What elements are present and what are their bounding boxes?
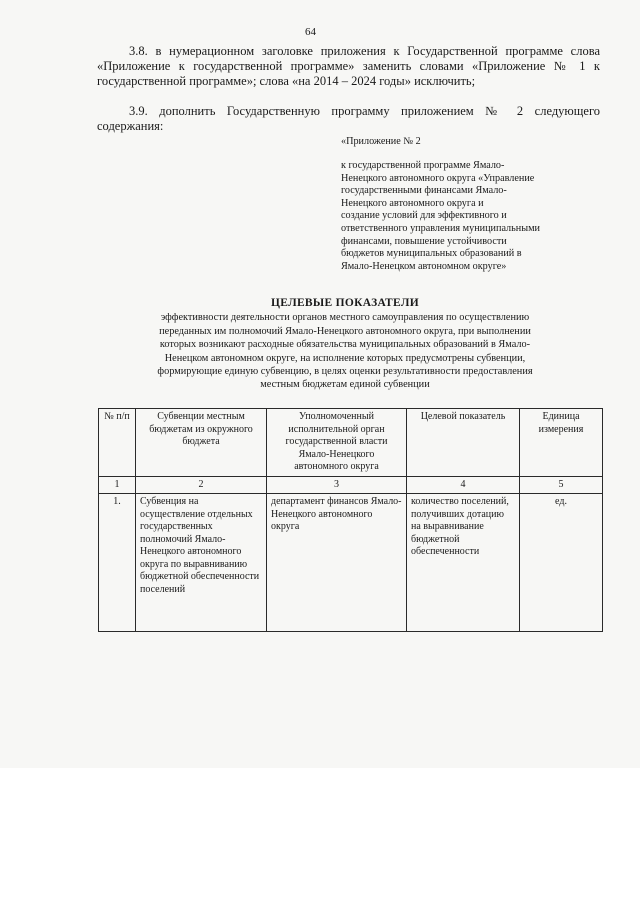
- column-number-cell: 3: [267, 476, 407, 494]
- header-cell-indicator: Целевой показатель: [407, 409, 520, 477]
- paragraph-3-8-text: в нумерационном заголовке приложения к Государственной программе слова «Приложение к государственной программе» заменить словами «Приложение № 1 к государственной программе»; слова «на 2014 – 2024 годы» исключить;: [97, 44, 600, 88]
- table-row: [99, 494, 603, 632]
- title-line: местным бюджетам единой субвенции: [260, 379, 430, 391]
- header-cell-unit: Единица измерения: [520, 409, 603, 477]
- column-number-cell: 4: [407, 476, 520, 494]
- appendix-line: Ненецкого автономного округа «Управление: [341, 172, 535, 184]
- appendix-line: создание условий для эффективного и: [341, 210, 507, 222]
- paragraph-3-9-text: дополнить Государственную программу приложением № 2 следующего содержания:: [97, 104, 601, 133]
- title-line: формирующие единую субвенцию, в целях оценки результативности предоставления: [157, 366, 533, 378]
- column-number-cell: 1: [99, 476, 136, 494]
- header-cell-authority: Уполномоченный исполнительной орган государственной власти Ямало-Ненецкого автономного округа: [267, 409, 407, 477]
- appendix-line: Ямало-Ненецком автономном округе»: [341, 260, 507, 272]
- row-number-cell: 1.: [99, 494, 136, 632]
- column-number-cell: 5: [520, 476, 603, 494]
- indicators-table: [98, 408, 603, 632]
- title-heading: ЦЕЛЕВЫЕ ПОКАЗАТЕЛИ: [271, 297, 419, 309]
- page-blank-area: [0, 768, 640, 905]
- appendix-line: финансами, повышение устойчивости: [341, 235, 507, 247]
- title-line: Ненецком автономном округе, на исполнение которых предусмотрены субвенции,: [164, 352, 526, 364]
- paragraph-3-8: [97, 44, 600, 89]
- appendix-line: ответственного управления муниципальными: [341, 222, 540, 234]
- target-indicators-title: [110, 297, 580, 392]
- title-line: переданных им полномочий Ямало-Ненецкого автономного округа, при выполнении: [159, 325, 531, 337]
- page-number: 64: [305, 26, 316, 38]
- appendix-line: государственными финансами Ямало-: [341, 185, 507, 197]
- paragraph-3-9: [97, 104, 600, 134]
- appendix-caption: [341, 160, 601, 273]
- indicator-cell: количество поселений, получивших дотацию на выравнивание бюджетной обеспеченности: [407, 494, 520, 632]
- appendix-label: «Приложение № 2: [341, 136, 421, 147]
- subvention-cell: Субвенция на осуществление отдельных государственных полномочий Ямало-Ненецкого автономного округа по выравниванию бюджетной обеспеченности поселений: [136, 494, 267, 632]
- paragraph-3-8-number: 3.8.: [129, 44, 148, 58]
- column-number-row: [99, 476, 603, 494]
- authority-cell: департамент финансов Ямало-Ненецкого автономного округа: [267, 494, 407, 632]
- header-cell-number: № п/п: [99, 409, 136, 477]
- table-header-row: [99, 409, 603, 477]
- paragraph-3-9-number: 3.9.: [129, 104, 148, 118]
- appendix-line: бюджетов муниципальных образований в: [341, 248, 522, 260]
- header-cell-subvention: Субвенции местным бюджетам из окружного бюджета: [136, 409, 267, 477]
- appendix-line: Ненецкого автономного округа и: [341, 197, 484, 209]
- unit-cell: ед.: [520, 494, 603, 632]
- title-line: которых возникают расходные обязательства муниципальных образований в Ямало-: [159, 339, 531, 351]
- title-line: эффективности деятельности органов местного самоуправления по осуществлению: [160, 312, 530, 324]
- appendix-line: к государственной программе Ямало-: [341, 160, 505, 171]
- column-number-cell: 2: [136, 476, 267, 494]
